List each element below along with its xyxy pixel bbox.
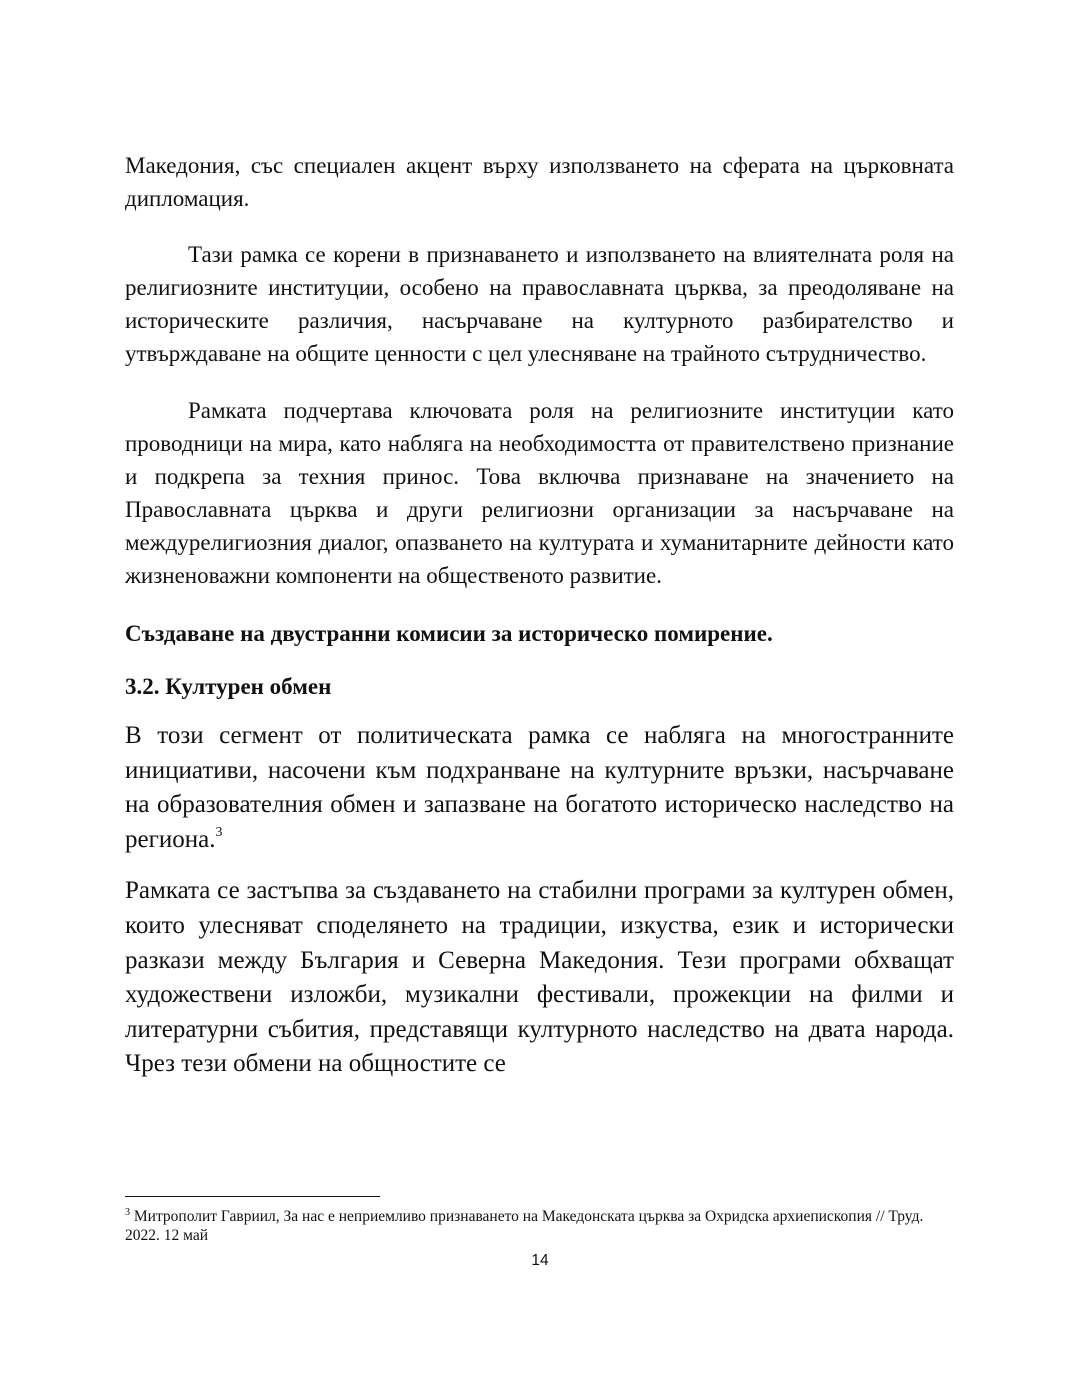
paragraph-continuation: Македония, със специален акцент върху използването на сферата на църковната дипломация. xyxy=(125,153,954,211)
page-number: 14 xyxy=(531,1252,549,1269)
footnote-text: Митрополит Гавриил, За нас е неприемливо признаването на Македонската църква за Охридска архиепископия // Труд. 2022. 12 май xyxy=(125,1208,924,1244)
paragraph-religious-institutions: Рамката подчертава ключовата роля на религиозните институции като проводници на мира, като набляга на необходимостта от правителствено признание и подкрепа за техния принос. Това включва признаване на значението на Православната църква и други религиозни организации за насърчаване на междурелигиозния диалог, опазването на културата и хуманитарните дейности като жизненоважни компоненти на общественото развитие. xyxy=(125,398,954,588)
paragraph-framework-roots: Тази рамка се корени в признаването и използването на влиятелната роля на религиозните институции, особено на православната църква, за преодоляване на историческите различия, насърчаване на културното разбирателство и утвърждаване на общите ценности с цел улесняване на трайното сътрудничество. xyxy=(125,242,954,366)
footnote xyxy=(125,1207,954,1245)
footnote-reference[interactable]: 3 xyxy=(215,824,223,840)
paragraph-cultural-segment-text: В този сегмент от политическата рамка се набляга на многостранните инициативи, насочени към подхранване на културните връзки, насърчаване на образователния обмен и запазване на богатото историческо наследство на региона. xyxy=(125,722,954,853)
page-body xyxy=(125,149,954,1082)
footnote-number: 3 xyxy=(125,1207,130,1218)
footnote-separator xyxy=(125,1196,380,1197)
bold-statement: Създаване на двустранни комисии за историческо помирение. xyxy=(125,621,773,646)
section-heading: 3.2. Културен обмен xyxy=(125,674,332,699)
paragraph-exchange-programs: Рамката се застъпва за създаването на стабилни програми за културен обмен, които улесняват споделянето на традиции, изкуства, език и исторически разкази между България и Северна Македония. Тези програми обхващат художествени изложби, музикални фестивали, прожекции на филми и литературни събития, представящи културното наследство на двата народа. Чрез тези обмени на общностите се xyxy=(125,877,954,1078)
paragraph-cultural-segment xyxy=(125,719,954,857)
